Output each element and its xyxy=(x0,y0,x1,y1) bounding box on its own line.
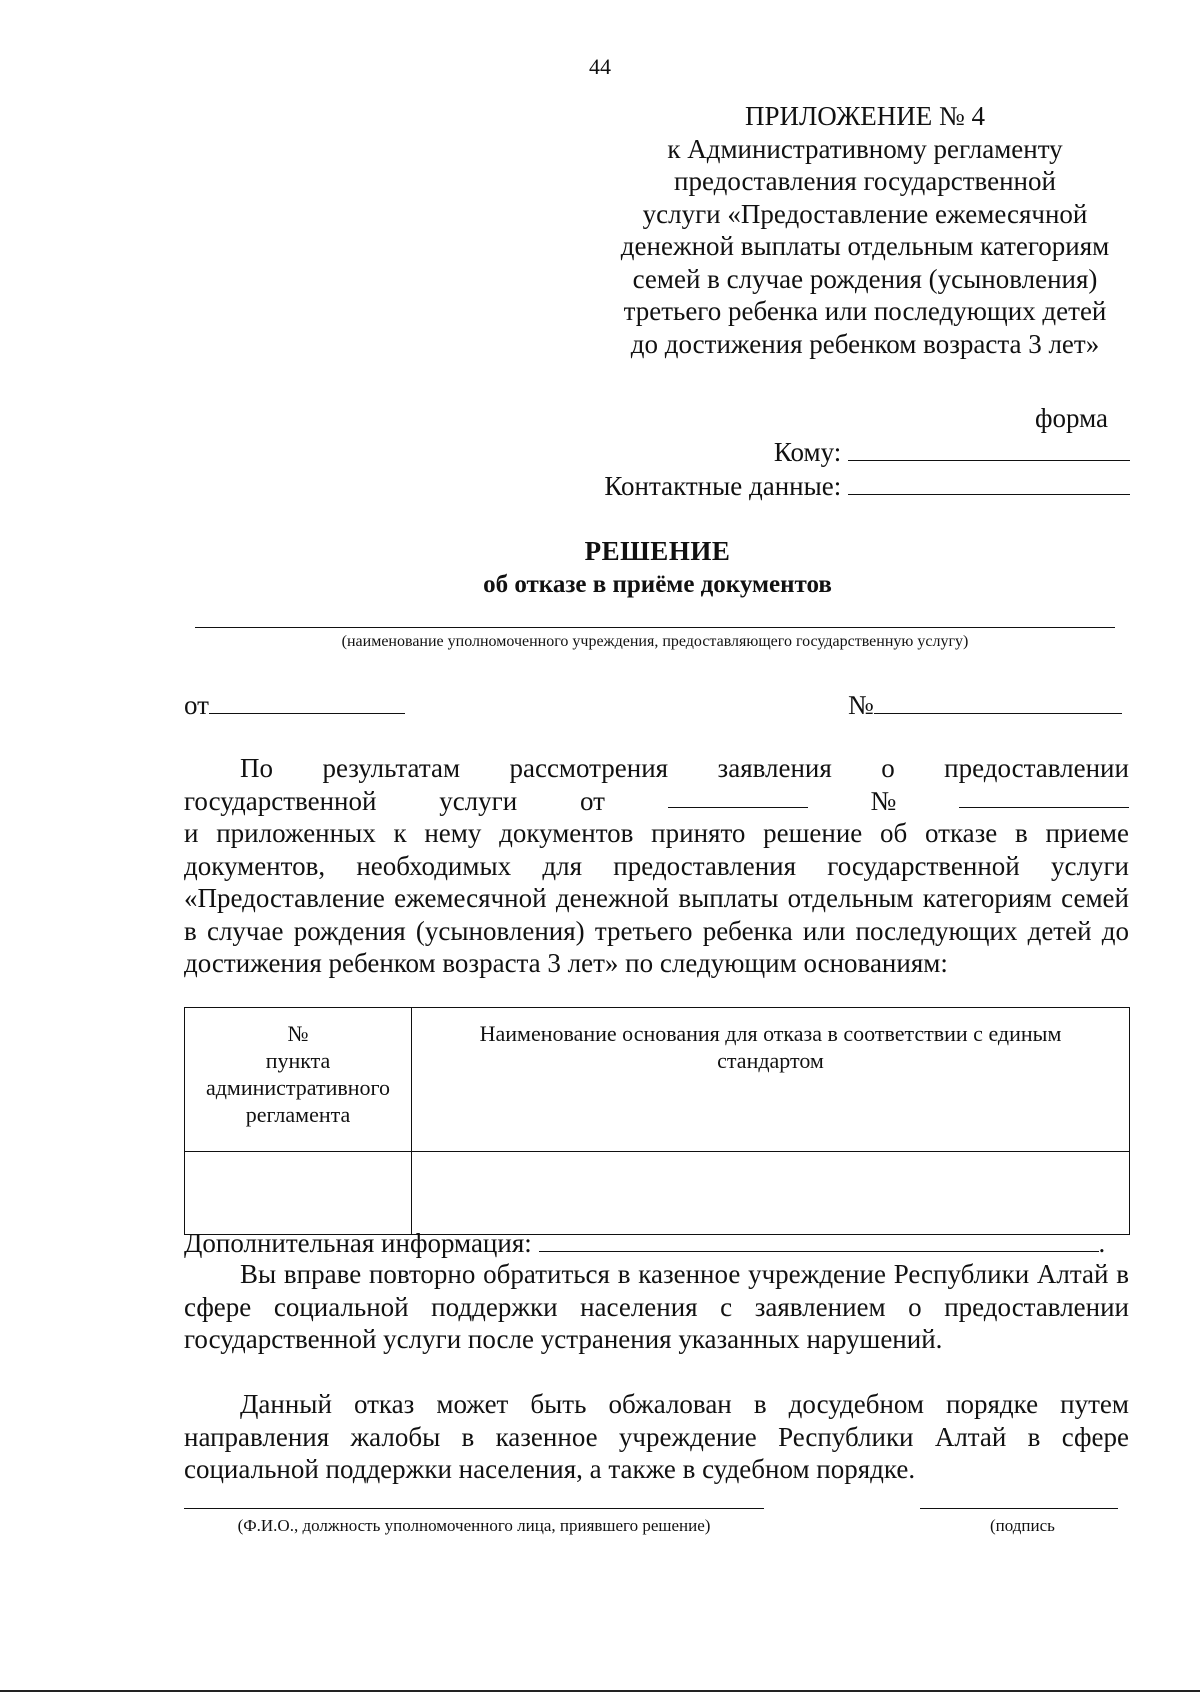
appendix-line: ПРИЛОЖЕНИЕ № 4 xyxy=(744,101,986,131)
appendix-line: семей в случае рождения (усыновления) xyxy=(632,263,1098,294)
table-header-row xyxy=(185,1008,1130,1152)
number-field[interactable] xyxy=(874,691,1122,714)
date-label: от xyxy=(184,690,209,720)
header-text: пункта xyxy=(265,1048,331,1073)
org-name-field[interactable] xyxy=(195,627,1115,628)
signature-field[interactable] xyxy=(920,1508,1118,1509)
table-header-cell xyxy=(412,1008,1130,1152)
page-bottom-edge xyxy=(0,1690,1200,1692)
body-word: результатам xyxy=(322,753,461,783)
signature-caption: (подпись xyxy=(990,1516,1055,1535)
grounds-table xyxy=(184,1007,1130,1235)
body-word: от xyxy=(579,785,605,816)
date-row xyxy=(184,690,405,721)
decision-subtitle: об отказе в приёме документов xyxy=(483,571,832,598)
body-line-2 xyxy=(184,785,1129,818)
header-text: Наименование основания для отказа в соответствии с единым xyxy=(479,1021,1062,1046)
date-field[interactable] xyxy=(209,691,405,714)
additional-info-label: Дополнительная информация: xyxy=(184,1228,532,1258)
table-cell-point[interactable] xyxy=(185,1152,412,1235)
complaint-paragraph: Данный отказ может быть обжалован в досудебном порядке путем направления жалобы в казенное учреждение Республики Алтай в сфере социальной поддержки населения, а также в судебном порядке. xyxy=(184,1389,1129,1484)
appendix-line: денежной выплаты отдельным категориям xyxy=(620,231,1110,261)
body-word: государственной xyxy=(184,785,377,816)
recipient-contacts-field[interactable] xyxy=(848,472,1130,495)
appendix-line: до достижения ребенком возраста 3 лет» xyxy=(630,328,1100,359)
number-label: № xyxy=(848,690,874,720)
recipient-contacts-row xyxy=(560,471,1130,502)
application-date-field[interactable] xyxy=(668,785,808,808)
table-header-cell xyxy=(185,1008,412,1152)
body-word: заявления xyxy=(717,753,832,783)
header-text: № xyxy=(287,1021,309,1046)
application-number-field[interactable] xyxy=(959,785,1129,808)
official-caption: (Ф.И.О., должность уполномоченного лица, приявшего решение) xyxy=(237,1516,711,1535)
page-number: 44 xyxy=(589,54,611,79)
official-name-field[interactable] xyxy=(184,1508,764,1509)
table-cell-reason[interactable] xyxy=(412,1152,1130,1235)
additional-info-row xyxy=(184,1228,1105,1259)
appendix-line: предоставления государственной xyxy=(674,166,1056,196)
header-text: регламента xyxy=(245,1102,351,1127)
body-word: № xyxy=(870,785,897,816)
body-word: услуги xyxy=(439,785,518,816)
body-line-1 xyxy=(184,752,1129,785)
org-caption: (наименование уполномоченного учреждения, предоставляющего государственную услугу) xyxy=(341,633,969,650)
header-text: административного xyxy=(205,1075,391,1100)
body-word: По xyxy=(240,753,273,783)
body-word: рассмотрения xyxy=(509,753,669,783)
body-text-rest: и приложенных к нему документов принято решение об отказе в приеме документов, необходимых для предоставления государственной услуги «Предоставление ежемесячной денежной выплаты отдельным категориям семей в случае рождения (усыновления) третьего ребенка или последующих детей до достижения ребенком возраста 3 лет» по следующим основаниям: xyxy=(184,818,1129,978)
body-word: о xyxy=(881,753,895,783)
appendix-line: к Административному регламенту xyxy=(667,133,1063,164)
recipient-contacts-label: Контактные данные: xyxy=(604,471,842,501)
form-label: форма xyxy=(1035,403,1108,433)
number-row xyxy=(848,690,1122,721)
decision-title: РЕШЕНИЕ xyxy=(584,536,731,566)
appendix-line: третьего ребенка или последующих детей xyxy=(623,296,1107,326)
appendix-line: услуги «Предоставление ежемесячной xyxy=(642,198,1088,229)
appeal-paragraph: Вы вправе повторно обратиться в казенное учреждение Республики Алтай в сфере социальной поддержки населения с заявлением о предоставлении государственной услуги после устранения указанных нарушений. xyxy=(184,1259,1129,1354)
appendix-header xyxy=(600,100,1130,360)
additional-info-end: . xyxy=(1098,1228,1106,1258)
table-row xyxy=(185,1152,1130,1235)
recipient-to-row xyxy=(560,437,1130,468)
recipient-to-field[interactable] xyxy=(848,438,1130,461)
recipient-to-label: Кому: xyxy=(773,437,842,467)
additional-info-field[interactable] xyxy=(539,1229,1099,1252)
decision-body xyxy=(184,752,1129,980)
header-text: стандартом xyxy=(717,1048,824,1073)
body-word: предоставлении xyxy=(944,753,1129,783)
